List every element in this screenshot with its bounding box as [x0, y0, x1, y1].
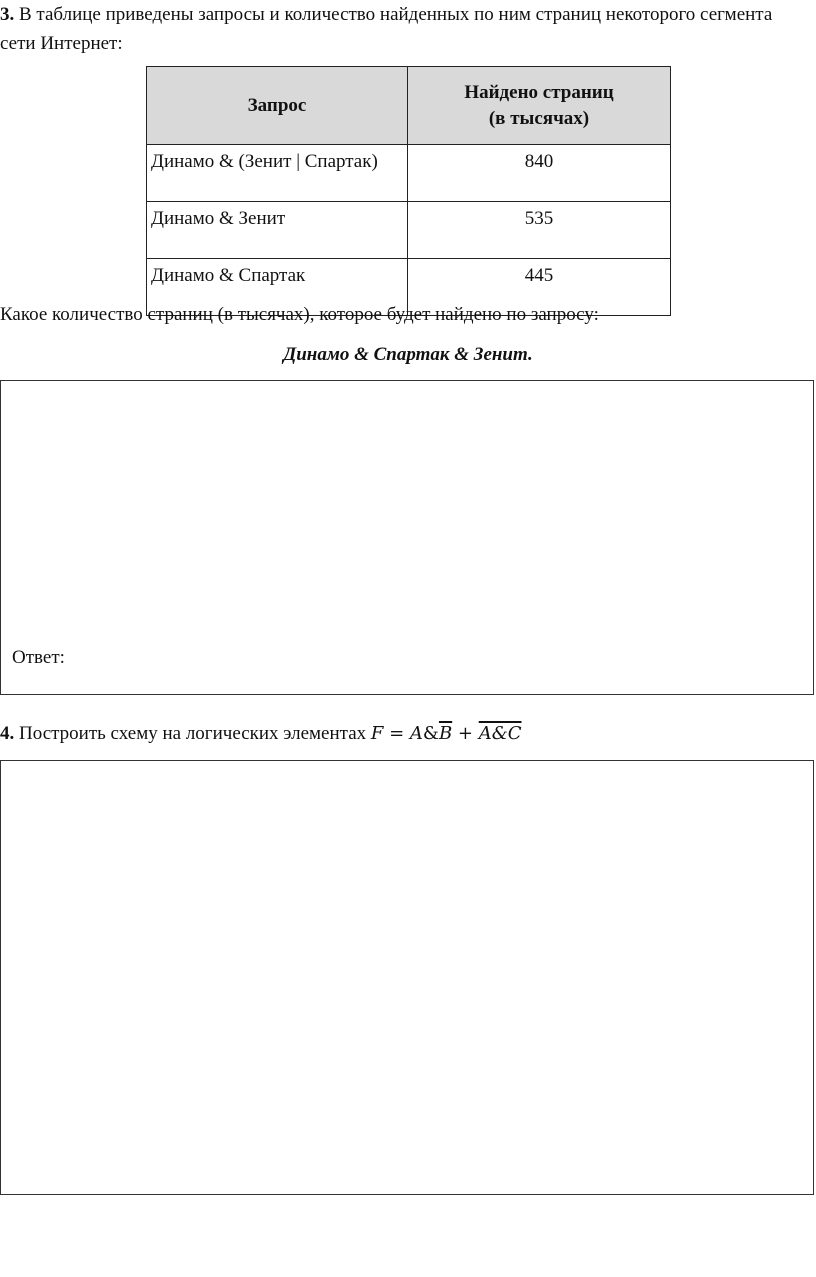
table-header-row [147, 67, 671, 145]
formula-lhs: F [370, 723, 384, 744]
formula-and: & [422, 723, 439, 744]
query-text: Динамо & Спартак & Зенит [283, 344, 529, 365]
table-row [147, 202, 671, 259]
row-value: 535 [408, 202, 671, 259]
row-query: Динамо & (Зенит | Спартак) [147, 145, 408, 202]
task4-text: Построить схему на логических элементах [19, 723, 367, 744]
answer-label: Ответ: [12, 647, 65, 668]
row-query: Динамо & Спартак [147, 259, 408, 316]
task3-question: Какое количество страниц (в тысячах), которое будет найдено по запросу: [0, 304, 599, 325]
task4-answer-area[interactable] [0, 760, 814, 1195]
task4-number: 4. [0, 723, 15, 744]
task4-statement [0, 719, 810, 748]
formula-a: A [409, 723, 423, 744]
task3-answer-area[interactable] [0, 380, 814, 695]
row-value: 840 [408, 145, 671, 202]
task3-text: В таблице приведены запросы и количество найденных по ним страниц некоторого сегмента сети Интернет: [0, 4, 773, 54]
formula-plus: + [452, 723, 479, 744]
task3-number: 3. [0, 4, 15, 25]
header-found-line1: Найдено страниц [464, 81, 614, 103]
header-found-line2: (в тысячах) [488, 107, 590, 129]
header-query: Запрос [147, 67, 408, 145]
query-period: . [528, 344, 533, 365]
row-value: 445 [408, 259, 671, 316]
task3-statement [0, 0, 810, 58]
formula [371, 723, 522, 744]
table-row [147, 145, 671, 202]
formula-eq: = [383, 723, 410, 744]
queries-table [146, 66, 671, 316]
header-found [408, 67, 671, 145]
formula-not-ac: A&C [478, 723, 522, 744]
row-query: Динамо & Зенит [147, 202, 408, 259]
task3-query [0, 340, 816, 369]
formula-not-b: $\overline{B}$ [438, 723, 453, 744]
